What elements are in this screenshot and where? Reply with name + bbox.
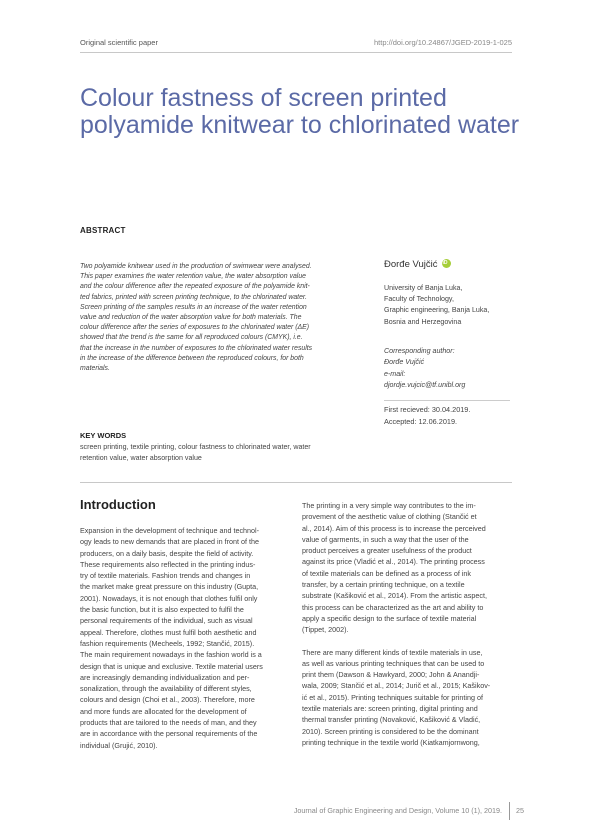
affiliation-line: Faculty of Technology, [384, 295, 454, 304]
intro-line: value of garments, in such a way that the user of the [302, 534, 469, 544]
intro-line: al., 2014). Aim of this process is to increase the perceived [302, 523, 486, 533]
intro-line: and more funds are allocated for the development of [80, 706, 247, 716]
introduction-heading: Introduction [80, 497, 156, 512]
intro-line: (Tippet, 2002). [302, 625, 349, 635]
header-divider [80, 52, 512, 53]
keywords-line: screen printing, textile printing, colour fastness to chlorinated water, water [80, 443, 311, 451]
author-name [384, 259, 451, 270]
abstract-line: This paper examines the water retention value, the water absorption value [80, 273, 306, 281]
paper-title [80, 85, 530, 139]
article-type: Original scientific paper [80, 38, 158, 47]
intro-line: print them (Dawson & Hawkyard, 2000; John & Anandji- [302, 670, 480, 680]
keywords-text [80, 442, 360, 463]
abstract-line: Screen printing of the samples results in an increase of the water retention [80, 303, 307, 311]
page-number: 25 [516, 806, 524, 815]
title-line: polyamide knitwear to chlorinated water [80, 111, 520, 139]
submission-dates [384, 404, 470, 428]
intro-line: this process can be characterized as the art and ability to [302, 602, 484, 612]
keywords-line: retention value, water absorption value [80, 453, 202, 462]
corresponding-author [384, 346, 534, 392]
intro-line: try of textile materials. Fashion trends and changes in [80, 571, 251, 581]
email-link[interactable]: djordje.vujcic@tf.unibl.org [384, 381, 466, 390]
intro-line: thermal transfer printing (Novaković, Kašiković & Vladić, [302, 715, 481, 725]
abstract-heading: ABSTRACT [80, 226, 126, 235]
intro-column-2 [302, 500, 512, 748]
intro-line: ogy leads to new demands that are placed in front of the [80, 537, 260, 547]
intro-column-1 [80, 525, 286, 751]
intro-line: colours and design (Choi et al., 2003). Therefore, more [80, 695, 255, 705]
intro-line: substrate (Kašiković et al., 2014). From the artistic aspect, [302, 591, 487, 601]
intro-line: wala, 2009; Stančić et al., 2014; Jurič et al., 2015; Kašikov- [302, 681, 491, 691]
orcid-icon[interactable] [442, 259, 451, 268]
intro-line: the basic function, but it is also expected to fulfil the [80, 605, 244, 615]
doi-link[interactable]: http://doi.org/10.24867/JGED-2019-1-025 [373, 38, 512, 47]
abstract-line: materials. [80, 365, 110, 373]
abstract-line: ted fabrics, printed with screen printing technique, to the chlorinated water. [80, 293, 307, 301]
intro-line: ić et al., 2015). Printing techniques suitable for printing of [302, 692, 483, 702]
intro-line: producers, on a daily basis, despite the field of activity. [80, 548, 254, 558]
intro-line: 2001). Nowadays, it is not enough that clothes fulfil only [80, 593, 258, 603]
author-affiliation [384, 283, 534, 328]
abstract-line: colour difference after the series of exposures to the chlorinated water (ΔE) [80, 324, 310, 332]
intro-line: fashion requirements (Mecheels, 1992; Stančić, 2015). [80, 638, 255, 648]
footer-divider [509, 802, 510, 820]
intro-line: design that is unique and exclusive. Textile material users [80, 661, 263, 671]
corresponding-label: Corresponding author: [384, 347, 455, 355]
intro-line: The main requirement nowadays in the fashion world is a [80, 650, 262, 660]
intro-line: are in accordance with the personal requirements of the [80, 729, 258, 739]
paragraph-gap [302, 636, 512, 647]
intro-line: against its price (Vladić et al., 2014). The printing process [302, 557, 485, 567]
intro-line: textile materials are: screen printing, digital printing and [302, 704, 478, 714]
intro-line: product perceives a greater usefulness of the product [302, 546, 472, 556]
received-date: First recieved: 30.04.2019. [384, 405, 471, 414]
abstract-text [80, 262, 363, 374]
intro-line: The printing in a very simple way contributes to the im- [302, 501, 476, 510]
intro-line: provement of the aesthetic value of clothing (Stančić et [302, 512, 477, 522]
title-line: Colour fastness of screen printed [80, 84, 447, 112]
intro-line: individual (Grujić, 2010). [80, 740, 158, 750]
intro-line: printing technique in the textile world (Kiatkamjornwong, [302, 737, 480, 747]
intro-line: These requirements also reflected in the printing indus- [80, 559, 256, 569]
intro-line: transfer, by a certain printing technique, on a textile [302, 580, 465, 590]
intro-line: 2010). Screen printing is considered to be the dominant [302, 726, 479, 736]
author-name-text: Đorđe Vujčić [384, 259, 438, 270]
corresponding-name: Đorđe Vujčić [384, 358, 425, 367]
intro-line: sonalization, through the availability of different styles, [80, 684, 252, 694]
intro-line: are increasingly demanding individualization and per- [80, 672, 250, 682]
keywords-heading: KEY WORDS [80, 431, 127, 440]
email-label: e-mail: [384, 369, 406, 378]
intro-line: products that are tailored to the needs of man, and they [80, 718, 257, 728]
intro-line: the market make great pressure on this industry (Gupta, [80, 582, 259, 592]
intro-line: There are many different kinds of textile materials in use, [302, 647, 483, 657]
intro-line: apply a specific design to the surface of textile material [302, 613, 477, 623]
intro-line: appeal. Therefore, clothes must fulfil both aesthetic and [80, 627, 257, 637]
affiliation-line: Graphic engineering, Banja Luka, [384, 306, 490, 315]
intro-line: Expansion in the development of technique and technol- [80, 526, 260, 535]
accepted-date: Accepted: 12.06.2019. [384, 417, 458, 426]
abstract-line: showed that the trend is the same for all reproduced colours (CMYK), i.e. [80, 334, 303, 342]
dates-divider [384, 400, 510, 401]
affiliation-line: University of Banja Luka, [384, 284, 463, 292]
abstract-line: Two polyamide knitwear used in the production of swimwear were analysed. [80, 263, 312, 270]
journal-footer: Journal of Graphic Engineering and Design, Volume 10 (1), 2019. [293, 806, 502, 815]
intro-line: of textile materials can be defined as a process of ink [302, 568, 471, 578]
abstract-line: and the colour difference after the repeated exposure of the polyamide knit- [80, 283, 310, 291]
intro-line: personal requirements of the individual, such as visual [80, 616, 253, 626]
intro-line: as well as various printing techniques that can be used to [302, 658, 485, 668]
abstract-line: value and reduction of the water absorption value for both materials. The [80, 314, 302, 322]
abstract-line: in the increase of the difference between the reproduced colours, for both [80, 354, 304, 362]
abstract-line: that the increase in the number of exposures to the chlorinated water results [80, 344, 313, 352]
affiliation-line: Bosnia and Herzegovina [384, 317, 462, 326]
section-divider [80, 482, 512, 483]
